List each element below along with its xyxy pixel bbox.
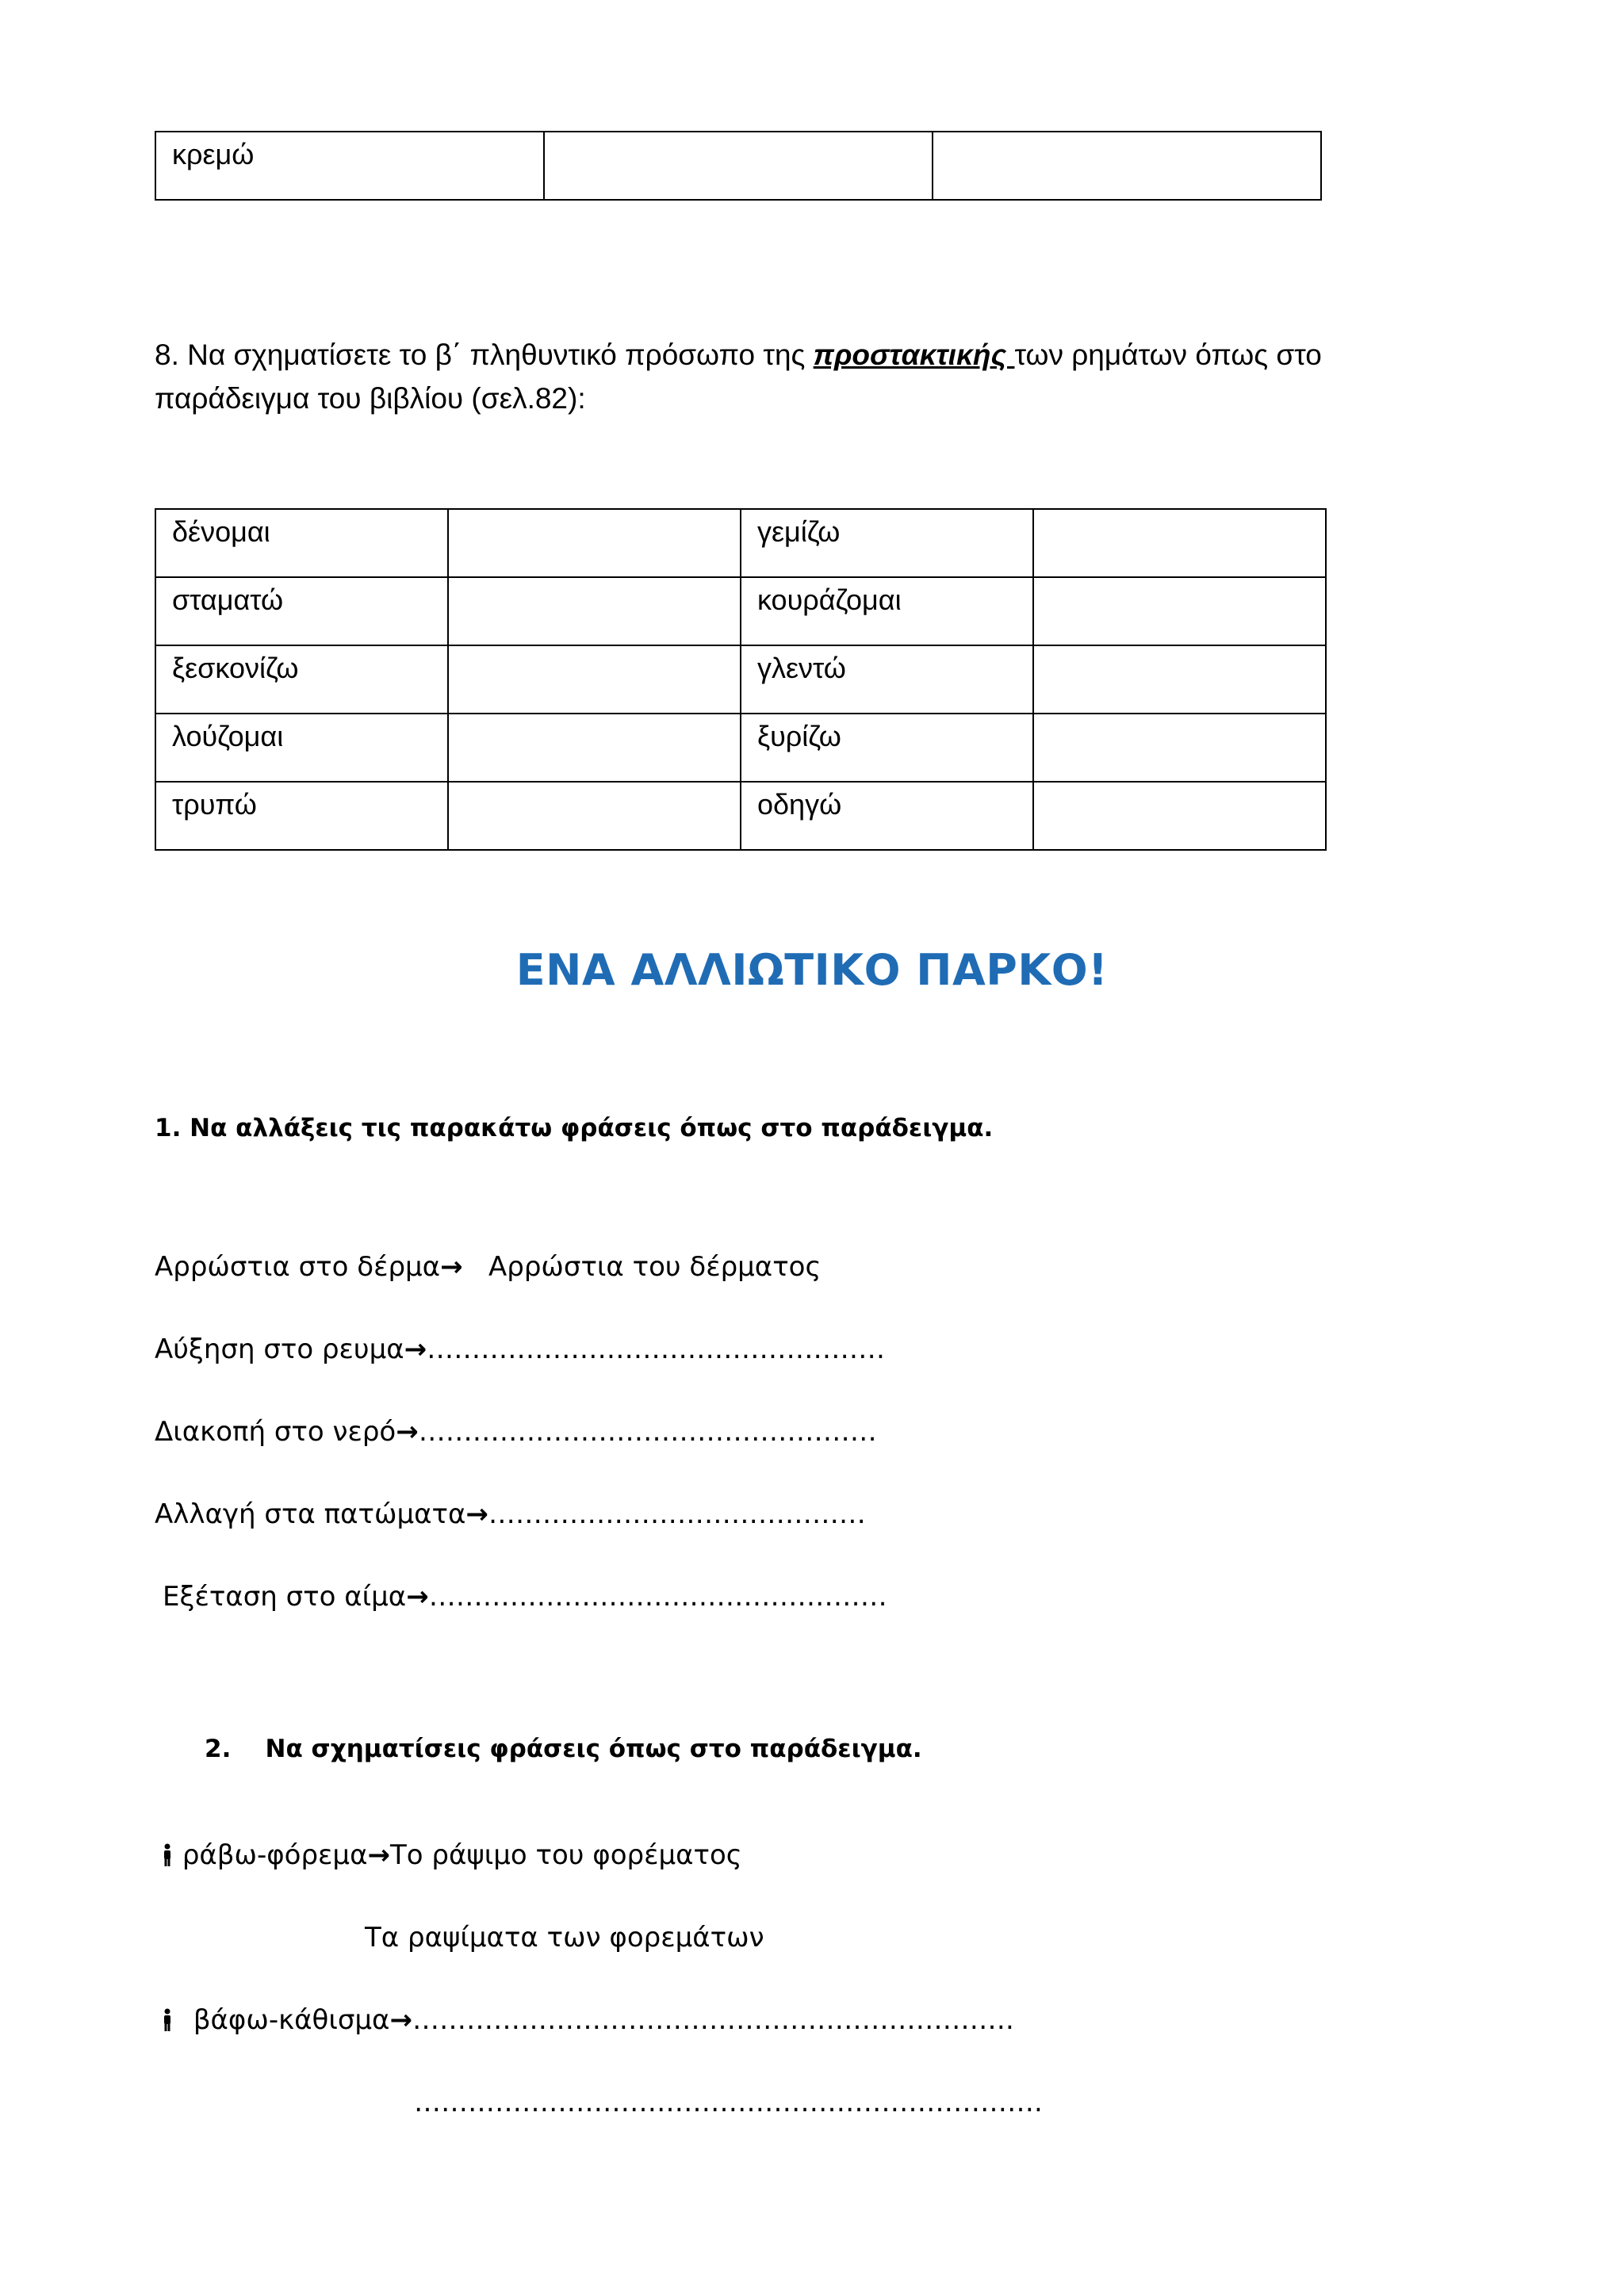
exercise-line (163, 1581, 887, 1613)
table-row (155, 132, 1321, 200)
section-title: ΕΝΑ ΑΛΛΙΩΤΙΚΟ ΠΑΡΚΟ! (515, 945, 1109, 995)
section-1-heading: 1. Να αλλάξεις τις παρακάτω φράσεις όπως στο παράδειγμα. (155, 1114, 994, 1142)
table-cell[interactable] (933, 132, 1321, 200)
example-right: Το ράψιμο του φορέματος (389, 1839, 742, 1871)
verb-cell: σταματώ (155, 577, 448, 645)
exercise-line (155, 1416, 877, 1448)
answer-blank[interactable]: …………………………………………… (418, 1416, 877, 1448)
arrow-icon: → (440, 1251, 463, 1283)
arrow-icon: → (389, 2004, 412, 2036)
table-row (155, 509, 1326, 577)
example-right: Αρρώστια του δέρματος (462, 1251, 822, 1283)
example-line (155, 1251, 821, 1283)
question-8-suffix: των ρημάτων όπως στο παράδειγμα του βιβλίου (σελ.82): (155, 339, 1322, 415)
verb-cell: ξυρίζω (741, 714, 1033, 782)
answer-blank[interactable]: …………………………………………………………. (412, 2004, 1014, 2036)
answer-cell[interactable] (448, 645, 741, 714)
example-left: Αρρώστια στο δέρμα (155, 1251, 441, 1283)
exercise-line (161, 2004, 1014, 2039)
verb-cell: ξεσκονίζω (155, 645, 448, 714)
answer-cell[interactable] (1033, 509, 1326, 577)
answer-blank[interactable]: …………………………………………… (427, 1334, 886, 1365)
example-left: ράβω-φόρεμα (182, 1839, 368, 1871)
answer-cell[interactable] (448, 714, 741, 782)
question-8 (155, 333, 1392, 420)
verb-cell: οδηγώ (741, 782, 1033, 850)
exercise-prompt: Αύξηση στο ρευμα (155, 1334, 404, 1365)
verb-table (155, 508, 1327, 851)
answer-cell[interactable] (448, 509, 741, 577)
example-plural: Τα ραψίματα των φορεμάτων (365, 1922, 764, 1954)
verb-cell: δένομαι (155, 509, 448, 577)
exercise-prompt: Διακοπή στο νερό (155, 1416, 396, 1448)
verb-cell: γεμίζω (741, 509, 1033, 577)
person-icon (161, 2007, 174, 2039)
exercise-prompt: Εξέταση στο αίμα (163, 1581, 407, 1613)
example-line (161, 1839, 742, 1874)
answer-blank[interactable]: …………………………………… (488, 1498, 866, 1530)
table-cell: κρεμώ (155, 132, 544, 200)
answer-cell[interactable] (1033, 714, 1326, 782)
answer-blank[interactable]: …………………………………………… (428, 1581, 887, 1613)
arrow-icon: → (404, 1334, 427, 1365)
verb-cell: τρυπώ (155, 782, 448, 850)
answer-cell[interactable] (1033, 782, 1326, 850)
table-cell[interactable] (544, 132, 933, 200)
exercise-line (155, 1498, 866, 1530)
question-8-prefix: 8. Να σχηματίσετε το β΄ πληθυντικό πρόσωπο της (155, 339, 814, 371)
table-row (155, 645, 1326, 714)
arrow-icon: → (406, 1581, 429, 1613)
arrow-icon: → (465, 1498, 488, 1530)
table-row (155, 577, 1326, 645)
table-row (155, 782, 1326, 850)
section-2-heading: 2. Να σχηματίσεις φράσεις όπως στο παράδειγμα. (205, 1735, 922, 1763)
exercise-prompt: βάφω-κάθισμα (193, 2004, 390, 2036)
answer-cell[interactable] (1033, 577, 1326, 645)
top-table (155, 131, 1322, 201)
arrow-icon: → (396, 1416, 419, 1448)
person-icon (161, 1843, 174, 1874)
verb-cell: γλεντώ (741, 645, 1033, 714)
exercise-prompt: Αλλαγή στα πατώματα (155, 1498, 466, 1530)
exercise-line (155, 1334, 885, 1365)
answer-cell[interactable] (1033, 645, 1326, 714)
verb-cell: κουράζομαι (741, 577, 1033, 645)
answer-blank[interactable]: ……………………………………………………………. (414, 2087, 1043, 2118)
arrow-icon: → (367, 1839, 390, 1871)
question-8-emphasis: προστακτικής (813, 339, 1015, 371)
table-row (155, 714, 1326, 782)
verb-cell: λούζομαι (155, 714, 448, 782)
answer-cell[interactable] (448, 782, 741, 850)
answer-cell[interactable] (448, 577, 741, 645)
